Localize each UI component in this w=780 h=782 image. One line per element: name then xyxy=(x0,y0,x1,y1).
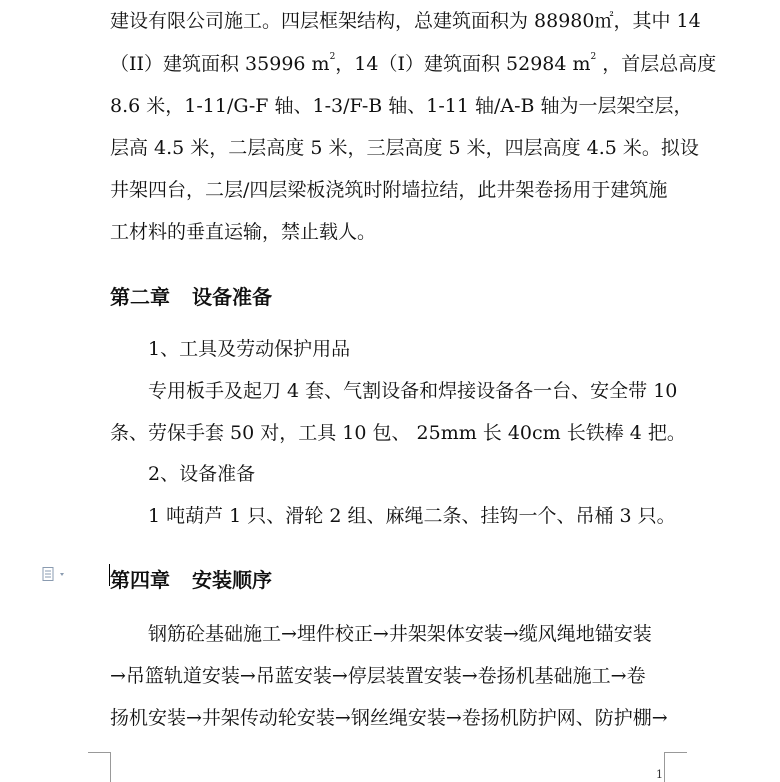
chapter-title: 设备准备 xyxy=(192,285,272,309)
superscript: 2 xyxy=(590,52,597,62)
section-heading: 1、工具及劳动保护用品 xyxy=(148,338,351,360)
paragraph-line: 工材料的垂直运输，禁止载人。 xyxy=(110,221,377,243)
paragraph-line: 扬机安装→井架传动轮安装→钢丝绳安装→卷扬机防护网、防护棚→ xyxy=(110,707,668,729)
page-number: 1 xyxy=(656,768,663,781)
paragraph-line: 建设有限公司施工。四层框架结构，总建筑面积为 88980㎡，其中 14 xyxy=(110,10,701,32)
superscript: 2 xyxy=(329,52,336,62)
chapter-heading xyxy=(110,281,272,310)
paragraph-line: 8.6 米，1-11/G-F 轴、1-3/F-B 轴、1-11 轴/A-B 轴为一层架空层， xyxy=(110,95,693,117)
text-run: ，14（I）建筑面积 52984 m xyxy=(335,53,591,75)
paragraph-line: 条、劳保手套 50 对，工具 10 包、 25mm 长 40cm 长铁棒 4 把。 xyxy=(110,422,686,444)
page-corner-mark xyxy=(664,752,687,782)
chapter-number: 第二章 xyxy=(110,285,170,309)
paragraph-line: 层高 4.5 米，二层高度 5 米，三层高度 5 米，四层高度 4.5 米。拟设 xyxy=(110,137,699,159)
paragraph-line: 钢筋砼基础施工→埋件校正→井架架体安装→缆风绳地锚安装 xyxy=(148,623,652,645)
paragraph-line xyxy=(110,52,717,75)
text-run: ，首层总高度 xyxy=(596,53,717,75)
paragraph-line: 1 吨葫芦 1 只、滑轮 2 组、麻绳二条、挂钩一个、吊桶 3 只。 xyxy=(148,505,676,527)
section-heading: 2、设备准备 xyxy=(148,463,256,485)
chapter-title: 安装顺序 xyxy=(192,568,272,592)
paragraph-options-icon[interactable] xyxy=(42,566,68,580)
text-run: （II）建筑面积 35996 m xyxy=(110,53,330,75)
page-corner-mark xyxy=(88,752,111,782)
paragraph-line: 井架四台，二层/四层梁板浇筑时附墙拉结，此井架卷扬用于建筑施 xyxy=(110,179,668,201)
paragraph-line: 专用板手及起刀 4 套、气割设备和焊接设备各一台、安全带 10 xyxy=(148,380,678,402)
chapter-heading xyxy=(110,564,272,593)
chapter-number: 第四章 xyxy=(110,568,170,592)
paragraph-line: →吊篮轨道安装→吊蓝安装→停层装置安装→卷扬机基础施工→卷 xyxy=(110,665,646,687)
